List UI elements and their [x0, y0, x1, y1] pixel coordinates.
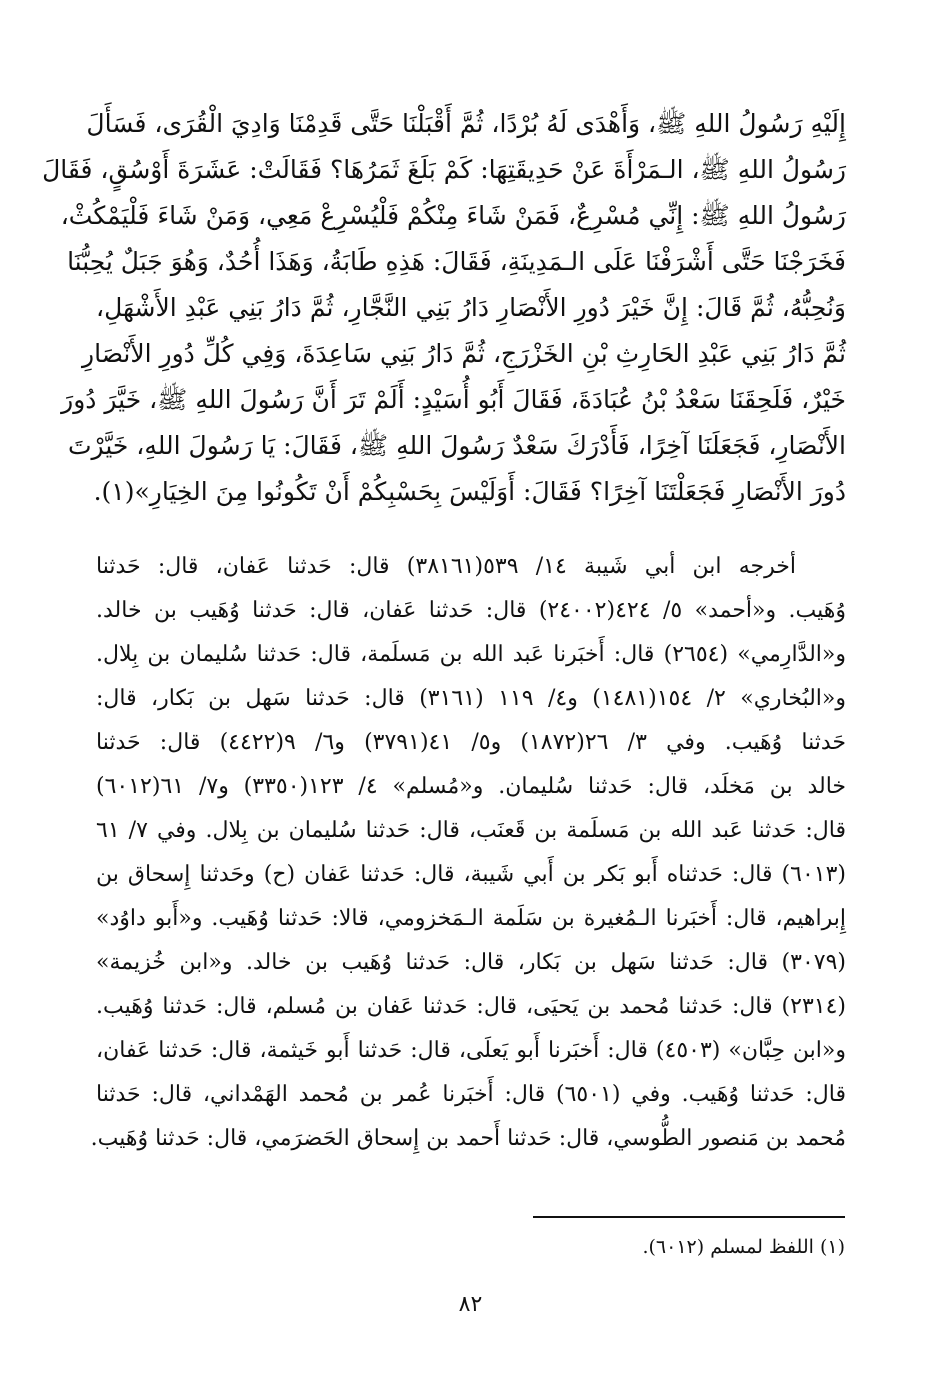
page-number: ٨٢: [458, 1292, 483, 1317]
takhrij-line: قال: حَدثنا وُهَيب. وفي (٦٥٠١) قال: أَخبَرنا عُمر بن مُحمد الهَمْداني، قال: حَدثنا: [96, 1082, 846, 1107]
takhrij-line: و«البُخاري» ٢/ ١٥٤(١٤٨١) و٤/ ١١٩ (٣١٦١) قال: حَدثنا سَهل بن بَكار، قال:: [96, 686, 847, 711]
takhrij-line: و«ابن حِبَّان» (٤٥٠٣) قال: أَخبَرنا أَبو يَعلَى، قال: حَدثنا أَبو خَيثمة، قال: حَدثنا عَفان،: [96, 1038, 846, 1063]
footnote: (١) اللفظ لمسلم (٦٠١٢).: [642, 1236, 845, 1258]
hadith-line: فَخَرَجْنَا حَتَّى أَشْرَفْنَا عَلَى الـمَدِينَةِ، فَقَالَ: هَذِهِ طَابَةُ، وَهَذَا أُحُدٌ، وَهُوَ جَبَلٌ يُحِبُّنَا: [67, 247, 846, 276]
hadith-line: رَسُولُ اللهِ ﷺ، الـمَرْأَةَ عَنْ حَدِيقَتِهَا: كَمْ بَلَغَ ثَمَرُهَا؟ فَقَالَتْ: عَشَرَةَ أَوْسُقٍ، فَقَالَ: [42, 155, 846, 184]
hadith-line: خَيْرٌ، فَلَحِقَنَا سَعْدُ بْنُ عُبَادَةَ، فَقَالَ أَبُو أُسَيْدٍ: أَلَمْ تَرَ أَنَّ رَسُولَ اللهِ ﷺ، خَيَّرَ دُورَ: [61, 385, 846, 414]
takhrij-line: حَدثنا وُهَيب. وفي ٣/ ٢٦(١٨٧٢) و٥/ ٤١(٣٧٩١) و٦/ ٩(٤٤٢٢) قال: حَدثنا: [96, 730, 846, 755]
takhrij-line: (٢٣١٤) قال: حَدثنا مُحمد بن يَحيَى، قال: حَدثنا عَفان بن مُسلم، قال: حَدثنا وُهَيب.: [96, 994, 846, 1019]
hadith-line: ثُمَّ دَارُ بَنِي عَبْدِ الحَارِثِ بْنِ الخَزْرَجِ، ثُمَّ دَارُ بَنِي سَاعِدَةَ، وَفِي كُلِّ دُورِ الأَنْصَارِ: [82, 339, 846, 368]
hadith-line: وَنُحِبُّهُ، ثُمَّ قَالَ: إِنَّ خَيْرَ دُورِ الأَنْصَارِ دَارُ بَنِي النَّجَّارِ، ثُمَّ دَارُ بَنِي عَبْدِ الأَشْهَلِ،: [96, 293, 846, 322]
takhrij-line: مُحمد بن مَنصور الطُّوسي، قال: حَدثنا أَحمد بن إِسحاق الحَضرَمي، قال: حَدثنا وُهَيب.: [90, 1126, 846, 1151]
takhrij-line: (٦٠١٣) قال: حَدثناه أَبو بَكر بن أَبي شَيبة، قال: حَدثنا عَفان (ح) وحَدثنا إِسحاق بن: [96, 862, 846, 887]
hadith-line: دُورَ الأَنْصَارِ فَجَعَلْتَنَا آخِرًا؟ فَقَالَ: أَوَلَيْسَ بِحَسْبِكُمْ أَنْ تَكُونُوا مِنَ الخِيَارِ»(١).: [93, 477, 846, 506]
takhrij-line: وُهَيب. و«أحمد» ٥/ ٤٢٤(٢٤٠٠٢) قال: حَدثنا عَفان، قال: حَدثنا وُهَيب بن خالد.: [96, 598, 847, 623]
hadith-line: الأَنْصَارِ، فَجَعَلَنَا آخِرًا، فَأَدْرَكَ سَعْدٌ رَسُولَ اللهِ ﷺ، فَقَالَ: يَا رَسُولَ اللهِ، خَيَّرْتَ: [68, 431, 846, 460]
takhrij-line: إِبراهيم، قال: أَخبَرنا الـمُغيرة بن سَلَمة الـمَخزومي، قالا: حَدثنا وُهَيب. و«أَبو داوُد»: [96, 906, 846, 931]
takhrij-line: قال: حَدثنا عَبد الله بن مَسلَمة بن قَعنَب، قال: حَدثنا سُليمان بن بِلال. وفي ٧/ ٦١: [96, 818, 847, 843]
takhrij-line: أخرجه ابن أبي شَيبة ١٤/ ٥٣٩(٣٨١٦١) قال: حَدثنا عَفان، قال: حَدثنا: [96, 554, 796, 579]
takhrij-line: خالد بن مَخلَد، قال: حَدثنا سُليمان. و«مُسلم» ٤/ ١٢٣(٣٣٥٠) و٧/ ٦١(٦٠١٢): [96, 774, 846, 799]
takhrij-line: (٣٠٧٩) قال: حَدثنا سَهل بن بَكار، قال: حَدثنا وُهَيب بن خالد. و«ابن خُزيمة»: [96, 950, 846, 975]
hadith-line: رَسُولُ اللهِ ﷺ: إِنِّي مُسْرِعٌ، فَمَنْ شَاءَ مِنْكُمْ فَلْيُسْرِعْ مَعِي، وَمَنْ شَاءَ فَلْيَمْكُثْ،: [60, 201, 846, 230]
hadith-line: إِلَيْهِ رَسُولُ اللهِ ﷺ، وَأَهْدَى لَهُ بُرْدًا، ثُمَّ أَقْبَلْنَا حَتَّى قَدِمْنَا وَادِيَ الْقُرَى، فَسَأَلَ: [86, 109, 846, 138]
takhrij-line: و«الدَّارِمي» (٢٦٥٤) قال: أَخبَرنا عَبد الله بن مَسلَمة، قال: حَدثنا سُليمان بن بِلال.: [96, 642, 847, 667]
footnote-separator: [533, 1216, 845, 1218]
